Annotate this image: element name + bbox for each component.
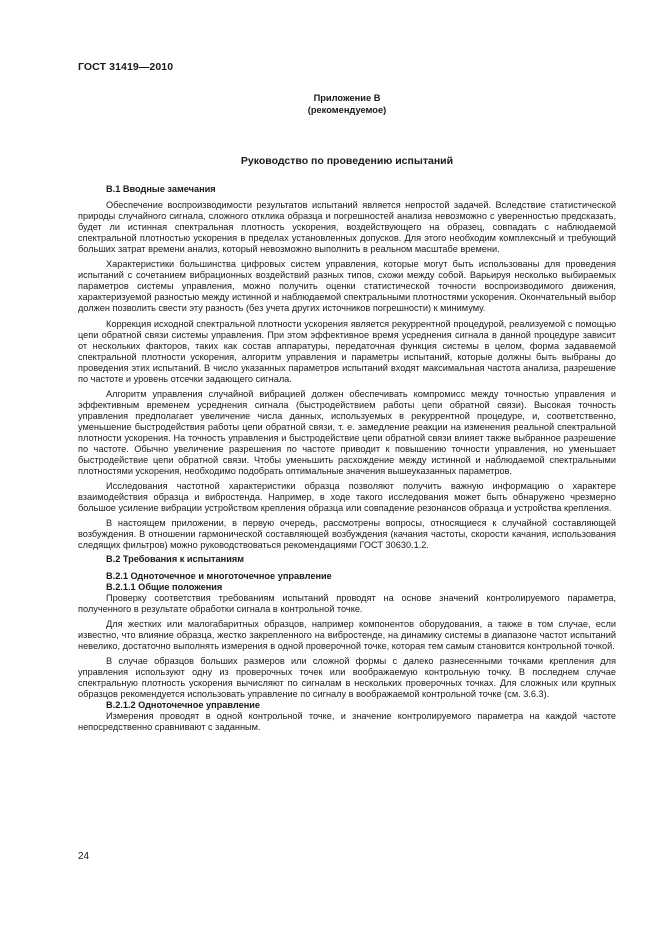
section-heading-b1: В.1 Вводные замечания: [106, 184, 216, 194]
annex-note: (рекомендуемое): [307, 105, 387, 115]
annex-block: [78, 92, 616, 116]
subsection-heading-b21: В.2.1 Одноточечное и многоточечное управление: [106, 570, 332, 581]
page-number: 24: [78, 851, 90, 862]
paragraph: Исследования частотной характеристики образца позволяют получить важную информацию о характере взаимодействия образца и вибростенда. Например, в ходе такого исследования может быть обнаружено чрезмерно большое усиление вибрации устройством крепления образца или совпадение резонансов образца и устройства крепления.: [78, 481, 616, 514]
annex-title: Приложение В: [313, 93, 381, 103]
paragraph: В случае образцов больших размеров или сложной формы с далеко разнесенными точками крепления для управления используют одну из проверочных точек или воображаемую контрольную точку. В последнем случае спектральную плотность ускорения вычисляют по сигналам в нескольких проверочных точках. Для сложных или крупных образцов рекомендуется использовать управление по сигналу в воображаемой контрольной точке (см. 3.6.3).: [78, 655, 616, 699]
paragraph: Обеспечение воспроизводимости результатов испытаний является непростой задачей. Вследствие статистической природы случайного сигнала, сложного отклика образца и погрешностей анализа невозможно с уверенностью предсказать, будет ли истинная спектральная плотность ускорения, воздействующего на образец, совпадать с наблюдаемой спектральной плотностью ускорения в пределах установленных допусков. Для этого необходим комплексный и требующий больших затрат времени анализ, который невозможно выполнить в реальном масштабе времени.: [78, 200, 616, 255]
subsection-heading-b211: В.2.1.1 Общие положения: [106, 581, 223, 592]
paragraph: Для жестких или малогабаритных образцов, например компонентов оборудования, а также в том случае, если известно, что влияние образца, жестко закрепленного на вибростенде, на динамику системы в диапазоне частот испытаний невелико, достаточно выполнять измерения в одной проверочной точке, которая тем самым становится контрольной точкой.: [78, 618, 616, 651]
paragraph: Измерения проводят в одной контрольной точке, и значение контролируемого параметра на каждой частоте непосредственно сравнивают с заданным.: [78, 711, 616, 733]
paragraph: Алгоритм управления случайной вибрацией должен обеспечивать компромисс между точностью управления и эффективным временем усреднения сигнала (быстродействием работы цепи обратной связи). Высокая точность управления предполагает увеличение числа данных, используемых в рекуррентной процедуре, и, соответственно, уменьшение быстродействия работы цепи обратной связи, т. е. замедление реакции на изменения реальной спектральной плотности ускорения. На точность управления и быстродействие цепи обратной связи влияет также выбранное разрешение по частоте. Обычно увеличение разрешения по частоте приводит к повышению точности управления, но уменьшает быстродействие цепи обратной связи. Чтобы уменьшить расхождение между истинной и наблюдаемой спектральными плотностями ускорения, необходимо подобрать оптимальные значения вышеуказанных параметров.: [78, 388, 616, 477]
document-header: ГОСТ 31419—2010: [78, 61, 174, 73]
subsection-heading-b212: В.2.1.2 Одноточечное управление: [106, 700, 261, 711]
paragraph: В настоящем приложении, в первую очередь, рассмотрены вопросы, относящиеся к случайной составляющей возбуждения. В отношении гармонической составляющей возбуждения (качания частоты, скорости качания, использования следящих фильтров) можно руководствоваться рекомендациями ГОСТ 30630.1.2.: [78, 518, 616, 551]
paragraph: Коррекция исходной спектральной плотности ускорения является рекуррентной процедурой, реализуемой с помощью цепи обратной связи системы управления. При этом эффективное время усреднения сигнала в данной процедуре зависит от нескольких факторов, таких как состав аппаратуры, передаточная функция системы в целом, форма задаваемой спектральной плотности ускорения, алгоритм управления и параметры испытаний, которые должны быть выбраны до проведения этих испытаний. В число указанных параметров испытаний входят максимальная частота анализа, разрешение по частоте и уровень отсечки задающего сигнала.: [78, 318, 616, 384]
paragraph: Проверку соответствия требованиям испытаний проводят на основе значений контролируемого параметра, полученного в результате обработки сигнала в контрольной точке.: [78, 592, 616, 614]
section-heading-b2: В.2 Требования к испытаниям: [106, 554, 245, 565]
document-body: [78, 183, 616, 733]
document-title: Руководство по проведению испытаний: [240, 155, 454, 167]
paragraph: Характеристики большинства цифровых систем управления, которые могут быть использованы для проведения испытаний с сочетанием вибрационных воздействий разных типов, схожи между собой. Варьируя несколько выбираемых параметров системы управления, можно получить оценки статистической точности воспроизводимого движения, характеризуемой разностью между истинной и наблюдаемой спектральными плотностями ускорения. Окончательный выбор должен позволить свести эту разность (без учета других источников погрешности) к минимуму.: [78, 259, 616, 314]
